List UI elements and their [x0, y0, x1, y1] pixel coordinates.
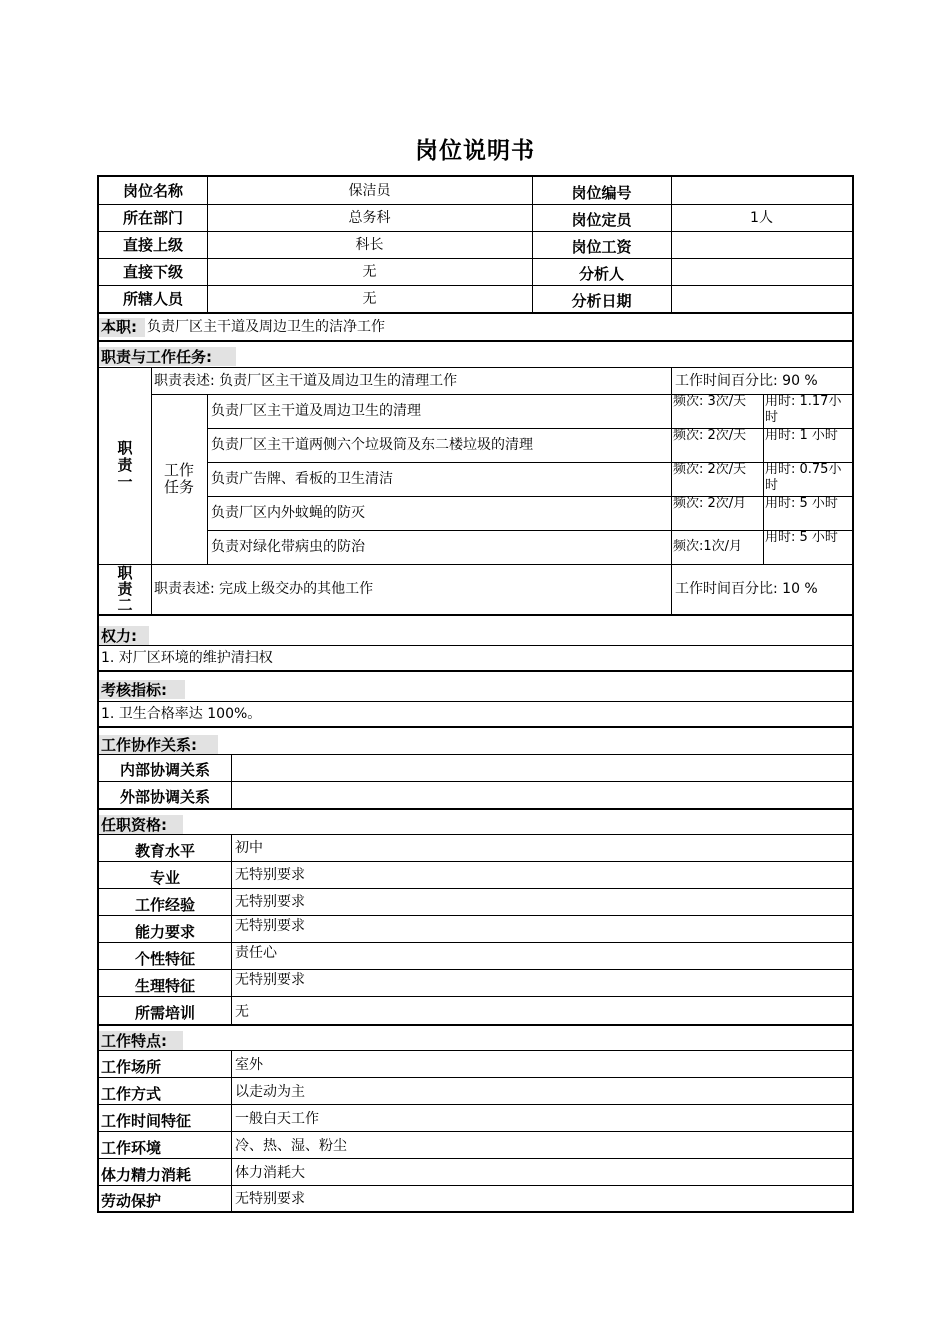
- label-subordinate: 直接下级: [122, 262, 183, 281]
- label-post-code: 岗位编号: [571, 183, 632, 202]
- qual-major-value: 无特别要求: [235, 867, 305, 883]
- task-4-freq: 频次: 2次/月: [673, 496, 747, 511]
- task-label-text: 工作任务: [163, 461, 194, 496]
- duty-1-desc: 职责表述: 负责厂区主干道及周边卫生的清理工作: [154, 372, 458, 389]
- relations-heading: 工作协作关系:: [99, 735, 218, 754]
- value-analyst: [671, 258, 852, 285]
- page-title: 岗位说明书: [415, 138, 535, 164]
- label-salary: 岗位工资: [571, 237, 632, 256]
- main-duty-row: [99, 314, 852, 340]
- feature-environment-value: 冷、热、湿、粉尘: [235, 1138, 347, 1154]
- relation-internal-value: [235, 754, 851, 781]
- feature-place-label: 工作场所: [101, 1058, 162, 1076]
- task-1-time: 用时: 1.17小时: [765, 394, 842, 425]
- relation-external-label: 外部协调关系: [119, 787, 210, 806]
- qual-experience-label: 工作经验: [134, 896, 195, 914]
- task-1-text: 负责厂区主干道及周边卫生的清理: [211, 403, 421, 419]
- duty-2-label-text: 职责二: [117, 564, 133, 614]
- value-subordinate: 无: [362, 263, 377, 280]
- qual-training-label: 所需培训: [134, 1004, 195, 1022]
- power-item: 1. 对厂区环境的维护清扫权: [101, 650, 273, 666]
- kpi-heading: 考核指标:: [99, 680, 185, 699]
- qual-personality-label: 个性特征: [134, 950, 195, 968]
- duty-1-label-text: 职责一: [117, 439, 133, 491]
- feature-environment-label: 工作环境: [101, 1139, 162, 1157]
- qual-ability-value: 无特别要求: [235, 918, 305, 934]
- task-2-time: 用时: 1 小时: [765, 428, 838, 443]
- label-analyst: 分析人: [578, 264, 624, 283]
- task-5-freq: 频次:1次/月: [673, 539, 743, 554]
- main-duty-text: 负责厂区主干道及周边卫生的洁净工作: [147, 319, 385, 335]
- job-description-form: [97, 175, 854, 1213]
- label-supervisor: 直接上级: [122, 235, 183, 254]
- feature-protection-label: 劳动保护: [101, 1192, 162, 1210]
- qual-ability-label: 能力要求: [134, 923, 195, 941]
- qual-training-value: 无: [235, 1004, 249, 1020]
- task-4-time: 用时: 5 小时: [765, 496, 838, 511]
- duty-2-pct: 工作时间百分比: 10 %: [675, 581, 818, 597]
- qual-physiology-value: 无特别要求: [235, 972, 305, 988]
- feature-time-label: 工作时间特征: [101, 1112, 192, 1130]
- qual-personality-value: 责任心: [235, 945, 277, 961]
- power-heading: 权力:: [99, 626, 149, 645]
- value-salary: [671, 231, 852, 258]
- duty-1-pct: 工作时间百分比: 90 %: [675, 372, 818, 389]
- value-department: 总务科: [348, 209, 391, 226]
- task-3-text: 负责广告牌、看板的卫生清洁: [211, 471, 393, 487]
- value-post-name: 保洁员: [348, 182, 391, 199]
- kpi-item: 1. 卫生合格率达 100%。: [101, 706, 262, 722]
- value-supervisor: 科长: [355, 236, 384, 253]
- qual-experience-value: 无特别要求: [235, 894, 305, 910]
- duty-1-label: [99, 367, 151, 564]
- label-analysis-date: 分析日期: [571, 291, 632, 310]
- task-5-text: 负责对绿化带病虫的防治: [211, 539, 365, 555]
- feature-time-value: 一般白天工作: [235, 1111, 319, 1127]
- main-duty-label: 本职:: [99, 318, 145, 337]
- duty-2-desc: 职责表述: 完成上级交办的其他工作: [154, 581, 374, 597]
- label-post-name: 岗位名称: [122, 181, 183, 200]
- task-3-freq: 频次: 2次/天: [673, 462, 747, 477]
- label-headcount: 岗位定员: [571, 210, 632, 229]
- label-department: 所在部门: [122, 208, 183, 227]
- label-staff: 所辖人员: [122, 289, 183, 308]
- feature-stamina-label: 体力精力消耗: [101, 1166, 192, 1184]
- feature-mode-value: 以走动为主: [235, 1084, 305, 1100]
- qual-major-label: 专业: [149, 869, 180, 887]
- relation-external-value: [235, 781, 851, 808]
- qual-education-label: 教育水平: [134, 842, 195, 860]
- task-label: [151, 394, 207, 564]
- qualifications-heading: 任职资格:: [99, 815, 183, 834]
- relation-internal-label: 内部协调关系: [119, 760, 210, 779]
- task-3-time: 用时: 0.75小时: [765, 462, 842, 493]
- task-4-text: 负责厂区内外蚊蝇的防灭: [211, 505, 365, 521]
- qual-physiology-label: 生理特征: [134, 977, 195, 995]
- task-1-freq: 频次: 3次/天: [673, 394, 747, 409]
- value-analysis-date: [671, 285, 852, 312]
- task-2-freq: 频次: 2次/天: [673, 428, 747, 443]
- value-headcount: 1人: [750, 209, 773, 226]
- qual-education-value: 初中: [235, 840, 263, 856]
- feature-place-value: 室外: [235, 1057, 263, 1073]
- value-post-code: [671, 177, 852, 204]
- feature-mode-label: 工作方式: [101, 1085, 162, 1103]
- task-5-time: 用时: 5 小时: [765, 530, 838, 545]
- task-2-text: 负责厂区主干道两侧六个垃圾筒及东二楼垃圾的清理: [211, 437, 533, 453]
- feature-stamina-value: 体力消耗大: [235, 1165, 305, 1181]
- duties-heading: 职责与工作任务:: [99, 347, 236, 366]
- value-staff: 无: [362, 290, 377, 307]
- feature-protection-value: 无特别要求: [235, 1191, 305, 1207]
- duty-2-label: [99, 564, 151, 614]
- features-heading: 工作特点:: [99, 1031, 183, 1050]
